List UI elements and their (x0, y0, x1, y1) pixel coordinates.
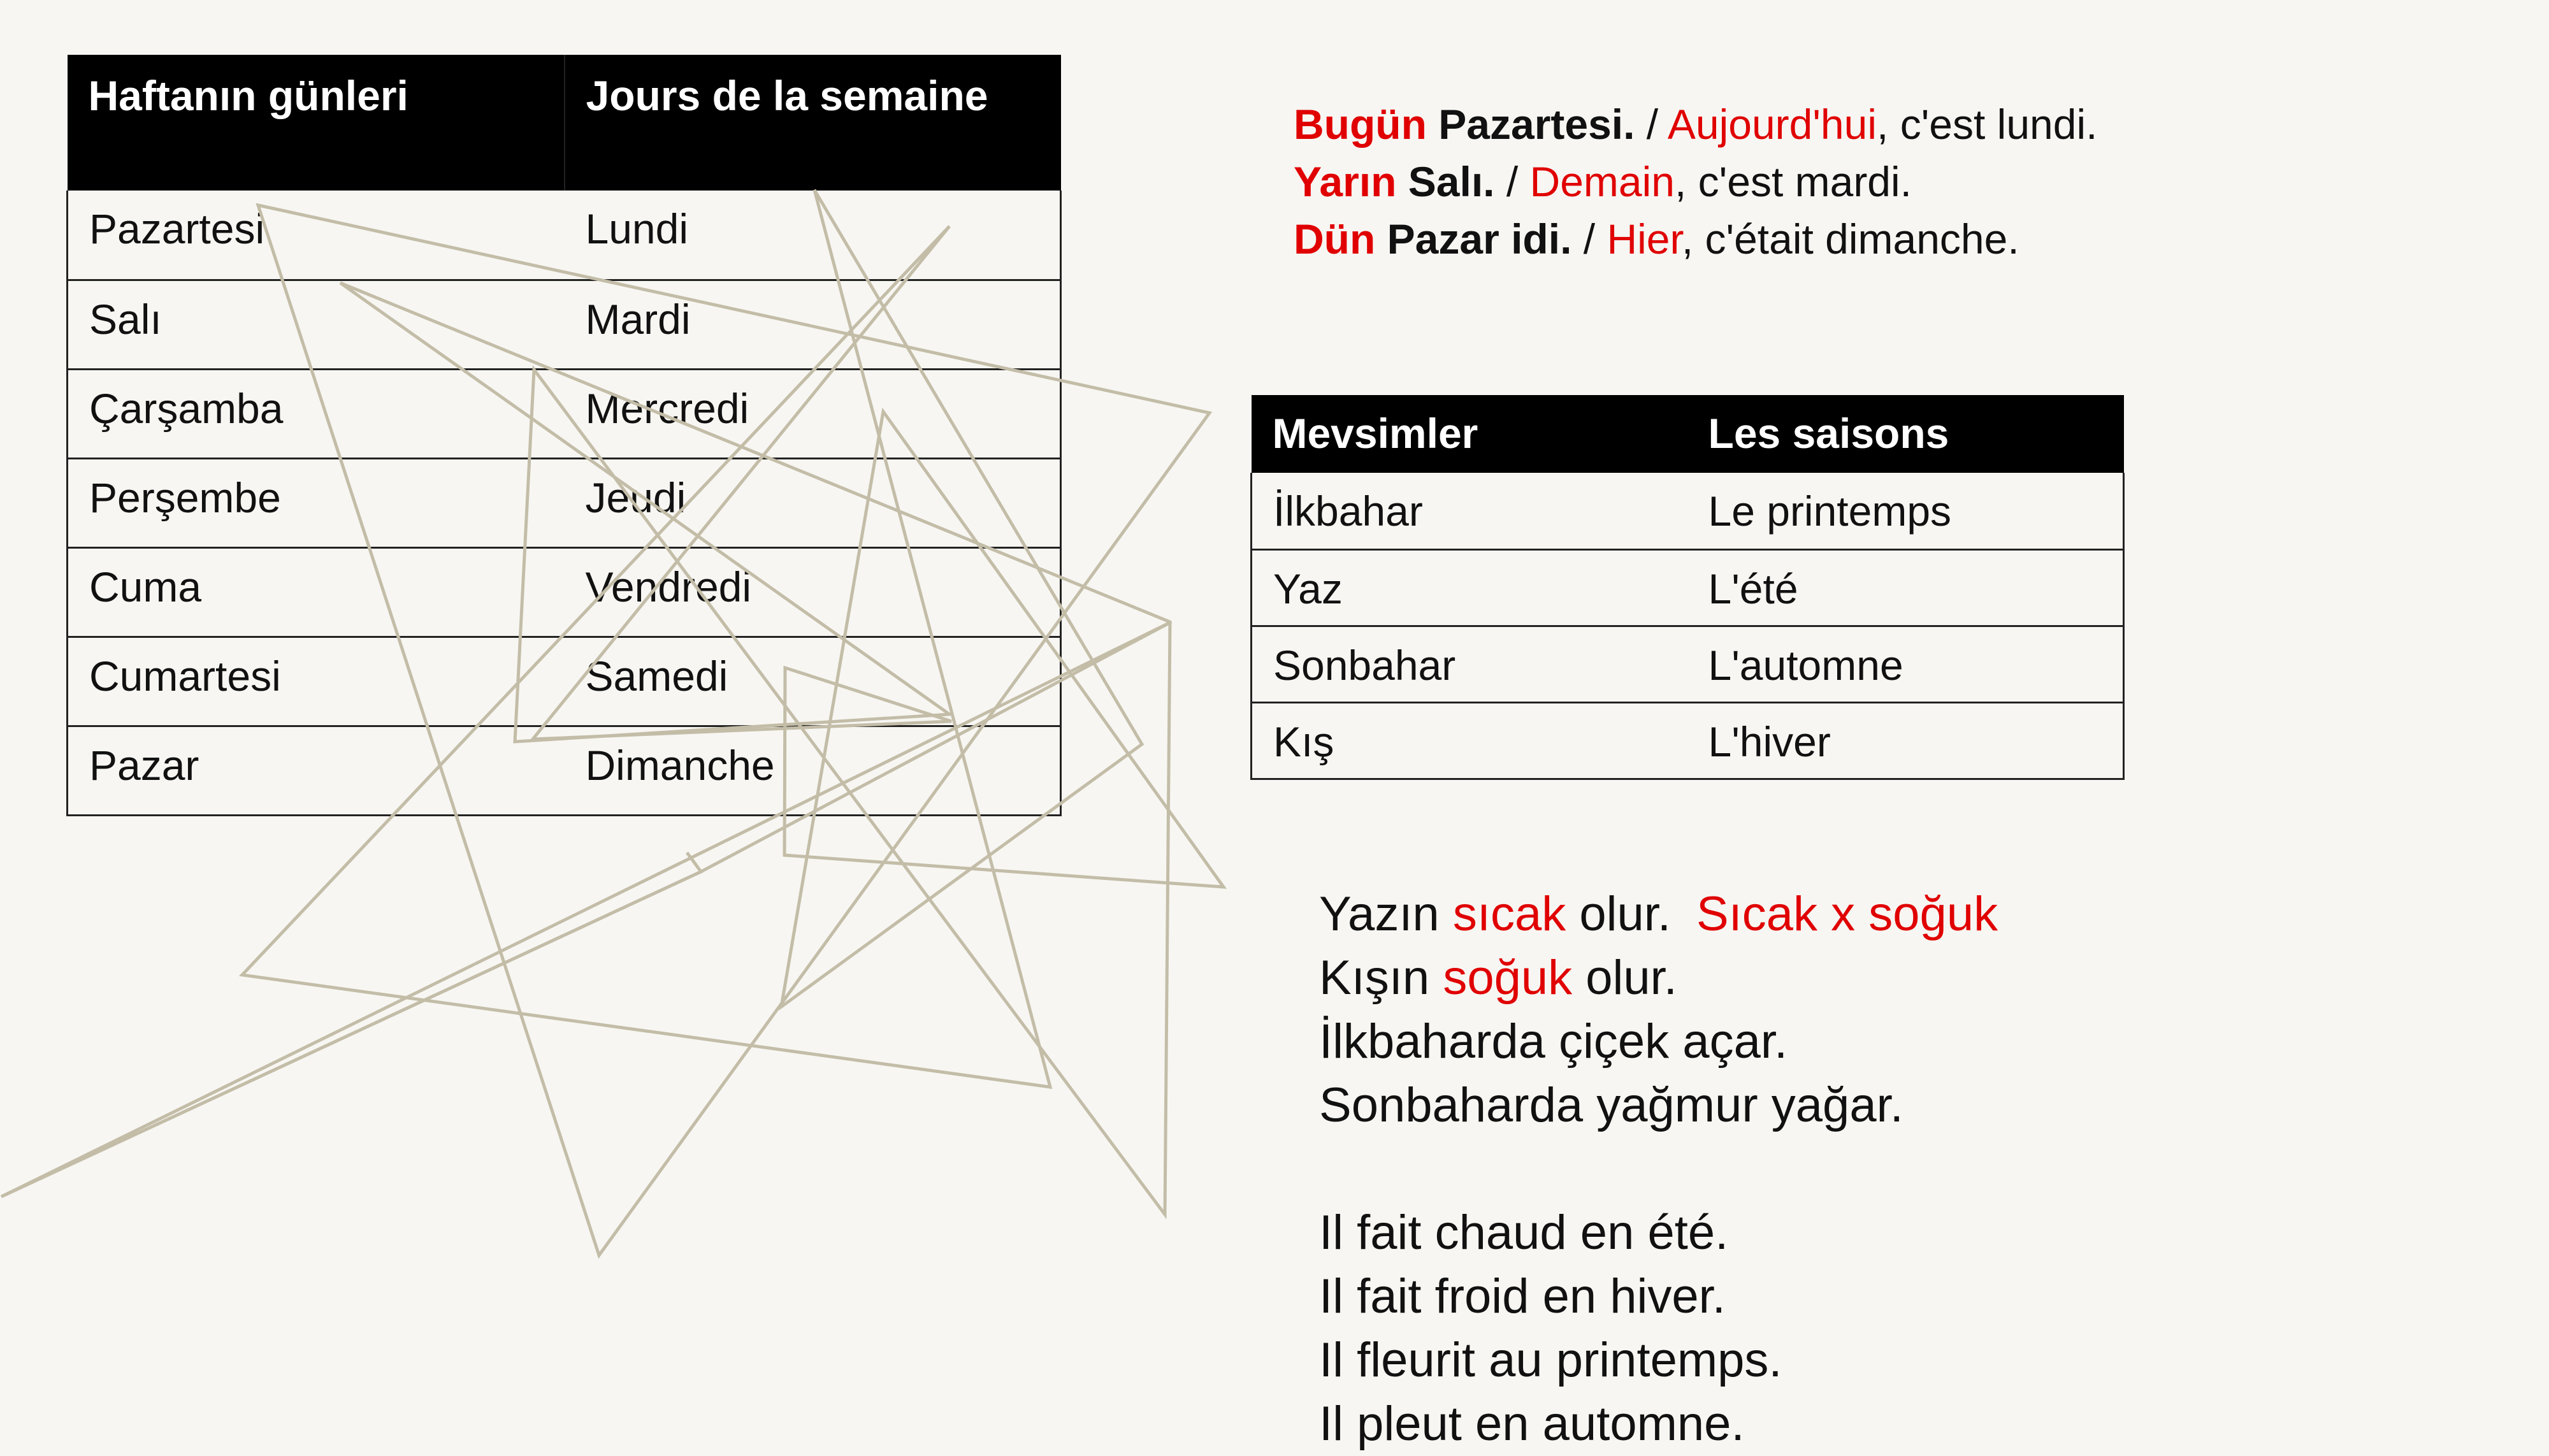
sentence-spring: İlkbaharda çiçek açar. (1319, 1014, 1788, 1069)
table-row (68, 547, 1061, 637)
sentence-summer-hot: Yazın sıcak olur. Sıcak x soğuk (1319, 887, 1998, 941)
season-turkish: Sonbahar (1252, 626, 1687, 702)
days-header-french: Jours de la semaine (565, 55, 1061, 191)
day-turkish: Perşembe (68, 458, 565, 547)
table-row (1252, 473, 2124, 549)
days-table-header-row (68, 55, 1061, 191)
sentence-tomorrow: Yarın Salı. / Demain, c'est mardi. (1294, 158, 1912, 205)
days-header-turkish: Haftanın günleri (68, 55, 565, 191)
day-turkish: Pazar (68, 726, 565, 815)
table-row (68, 280, 1061, 369)
season-turkish: Yaz (1252, 549, 1687, 626)
table-row (1252, 702, 2124, 779)
table-row (68, 726, 1061, 815)
day-french: Jeudi (565, 458, 1061, 547)
table-row (68, 191, 1061, 280)
season-french: L'été (1687, 549, 2124, 626)
season-turkish: Kış (1252, 702, 1687, 779)
sentence-yesterday: Dün Pazar idi. / Hier, c'était dimanche. (1294, 215, 2019, 263)
season-turkish: İlkbahar (1252, 473, 1687, 549)
day-sentences (1294, 96, 2097, 268)
season-french: L'automne (1687, 626, 2124, 702)
sentence-fr-summer: Il fait chaud en été. (1319, 1206, 1729, 1260)
sentence-fr-autumn: Il pleut en automne. (1319, 1397, 1745, 1451)
table-row (1252, 626, 2124, 702)
day-french: Mardi (565, 280, 1061, 369)
scribble-line (1, 853, 701, 1197)
day-french: Samedi (565, 637, 1061, 726)
table-row (68, 369, 1061, 458)
seasons-table (1250, 395, 2125, 780)
hot-vs-cold-note: Sıcak x soğuk (1696, 887, 1998, 941)
day-turkish: Salı (68, 280, 565, 369)
table-row (68, 637, 1061, 726)
sentence-fr-winter: Il fait froid en hiver. (1319, 1269, 1726, 1323)
table-row (1252, 549, 2124, 626)
day-turkish: Çarşamba (68, 369, 565, 458)
day-turkish: Cumartesi (68, 637, 565, 726)
day-french: Dimanche (565, 726, 1061, 815)
sentence-autumn: Sonbaharda yağmur yağar. (1319, 1078, 1903, 1132)
day-french: Mercredi (565, 369, 1061, 458)
table-row (68, 458, 1061, 547)
season-sentences (1319, 883, 1998, 1456)
season-french: Le printemps (1687, 473, 2124, 549)
seasons-header-french: Les saisons (1687, 395, 2124, 473)
day-french: Vendredi (565, 547, 1061, 637)
seasons-table-header-row (1252, 395, 2124, 473)
sentence-winter-cold: Kışın soğuk olur. (1319, 951, 1677, 1005)
season-french: L'hiver (1687, 702, 2124, 779)
days-of-week-table (66, 55, 1062, 816)
sentence-fr-spring: Il fleurit au printemps. (1319, 1333, 1782, 1387)
sentence-today: Bugün Pazartesi. / Aujourd'hui, c'est lundi. (1294, 101, 2098, 148)
day-turkish: Pazartesi (68, 191, 565, 280)
day-french: Lundi (565, 191, 1061, 280)
day-turkish: Cuma (68, 547, 565, 637)
seasons-header-turkish: Mevsimler (1252, 395, 1687, 473)
